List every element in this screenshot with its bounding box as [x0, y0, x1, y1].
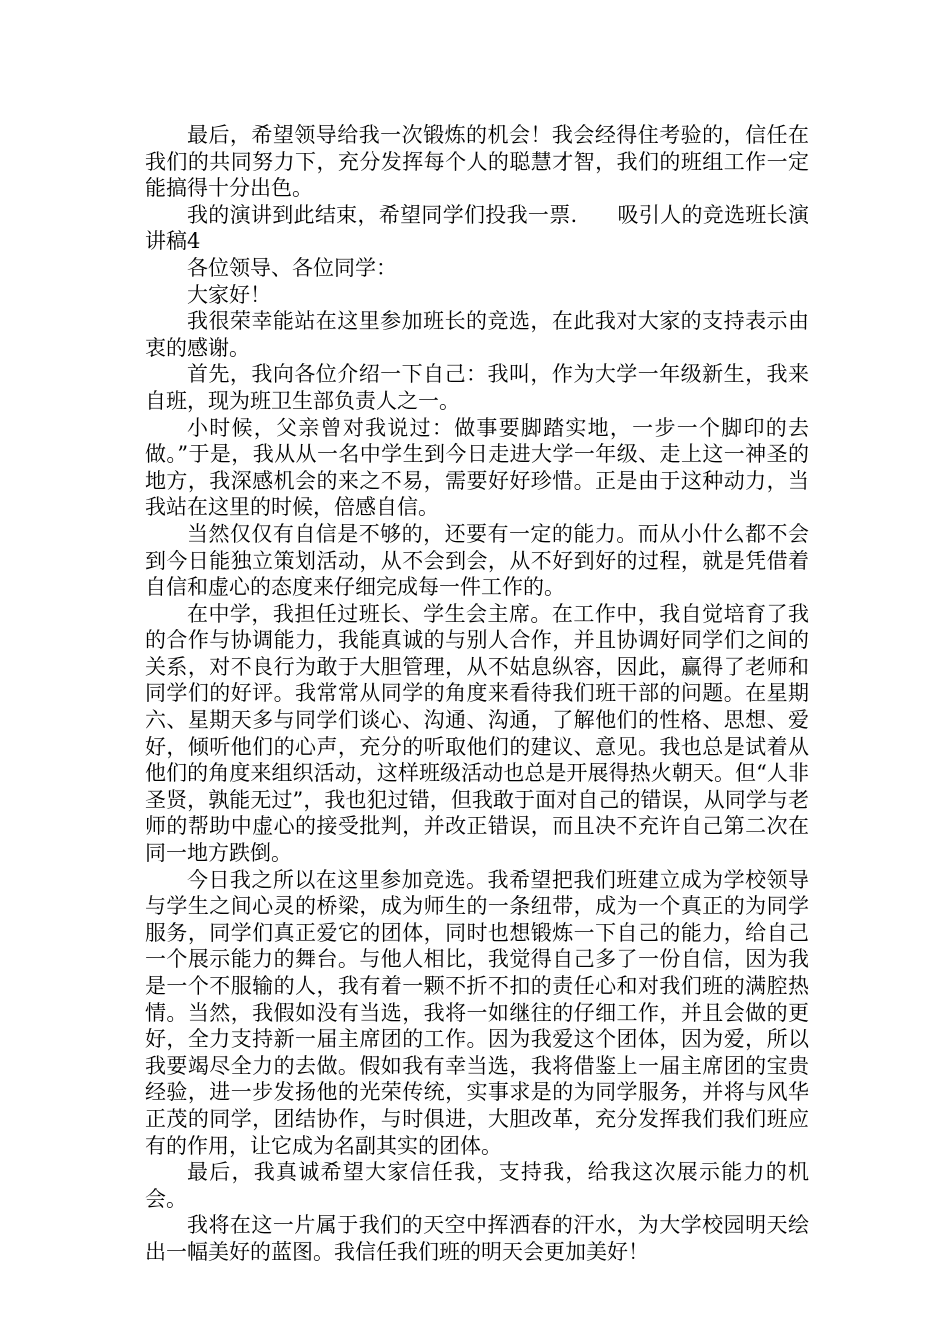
paragraph-introduction: 首先，我向各位介绍一下自己：我叫，作为大学一年级新生，我来自班，现为班卫生部负责人之一。 [145, 362, 809, 413]
section-heading: 吸引人的竞选班长演讲稿4 [145, 202, 809, 254]
paragraph-childhood: 小时候，父亲曾对我说过：做事要脚踏实地，一步一个脚印的去做。”于是，我从从一名中学生到今日走进大学一年级、走上这一神圣的地方，我深感机会的来之不易，需要好好珍惜。正是由于这种动力，当我站在这里的时候，倍感自信。 [145, 415, 809, 520]
paragraph-final-request: 最后，我真诚希望大家信任我，支持我，给我这次展示能力的机会。 [145, 1160, 809, 1211]
paragraph-motivation: 今日我之所以在这里参加竞选。我希望把我们班建立成为学校领导与学生之间心灵的桥梁，成为师生的一条纽带，成为一个真正的为同学服务，同学们真正爱它的团体，同时也想锻炼一下自己的能力，给自己一个展示能力的舞台。与他人相比，我觉得自己多了一份自信，因为我是一个不服输的人，我有着一颗不折不扣的责任心和对我们班的满腔热情。当然，我假如没有当选，我将一如继往的仔细工作，并且会做的更好，全力支持新一届主席团的工作。因为我爱这个团体，因为爱，所以我要竭尽全力的去做。假如我有幸当选，我将借鉴上一届主席团的宝贵经验，进一步发扬他的光荣传统，实事求是的为同学服务，并将与风华正茂的同学，团结协作，与时俱进，大胆改革，充分发挥我们我们班应有的作用，让它成为名副其实的团体。 [145, 867, 809, 1158]
paragraph-salutation: 各位领导、各位同学： [187, 255, 397, 280]
paragraph-speech-end [145, 202, 809, 255]
paragraph-greeting: 大家好！ [187, 282, 271, 307]
speech-end-text: 我的演讲到此结束，希望同学们投我一票. [187, 202, 578, 227]
paragraph-vision: 我将在这一片属于我们的天空中挥洒春的汗水，为大学校园明天绘出一幅美好的蓝图。我信任我们班的明天会更加美好！ [145, 1213, 809, 1264]
document-body [145, 122, 809, 1266]
paragraph-confidence: 当然仅仅有自信是不够的，还要有一定的能力。而从小什么都不会到今日能独立策划活动，从不会到会，从不好到好的过程，就是凭借着自信和虚心的态度来仔细完成每一件工作的。 [145, 521, 809, 600]
paragraph-closing-hope: 最后，希望领导给我一次锻炼的机会！我会经得住考验的，信任在我们的共同努力下，充分发挥每个人的聪慧才智，我们的班组工作一定能搞得十分出色。 [145, 123, 809, 201]
paragraph-experience: 在中学，我担任过班长、学生会主席。在工作中，我自觉培育了我的合作与协调能力，我能真诚的与别人合作，并且协调好同学们之间的关系，对不良行为敢于大胆管理，从不姑息纵容，因此，赢得了老师和同学们的好评。我常常从同学的角度来看待我们班干部的问题。在星期六、星期天多与同学们谈心、沟通、沟通，了解他们的性格、思想、爱好，倾听他们的心声，充分的听取他们的建议、意见。我也总是试着从他们的角度来组织活动，这样班级活动也总是开展得热火朝天。但“人非圣贤，孰能无过”，我也犯过错，但我敢于面对自己的错误，从同学与老师的帮助中虚心的接受批判，并改正错误，而且决不充许自己第二次在同一地方跌倒。 [145, 601, 809, 866]
paragraph-thanks: 我很荣幸能站在这里参加班长的竞选，在此我对大家的支持表示由衷的感谢。 [145, 309, 809, 360]
